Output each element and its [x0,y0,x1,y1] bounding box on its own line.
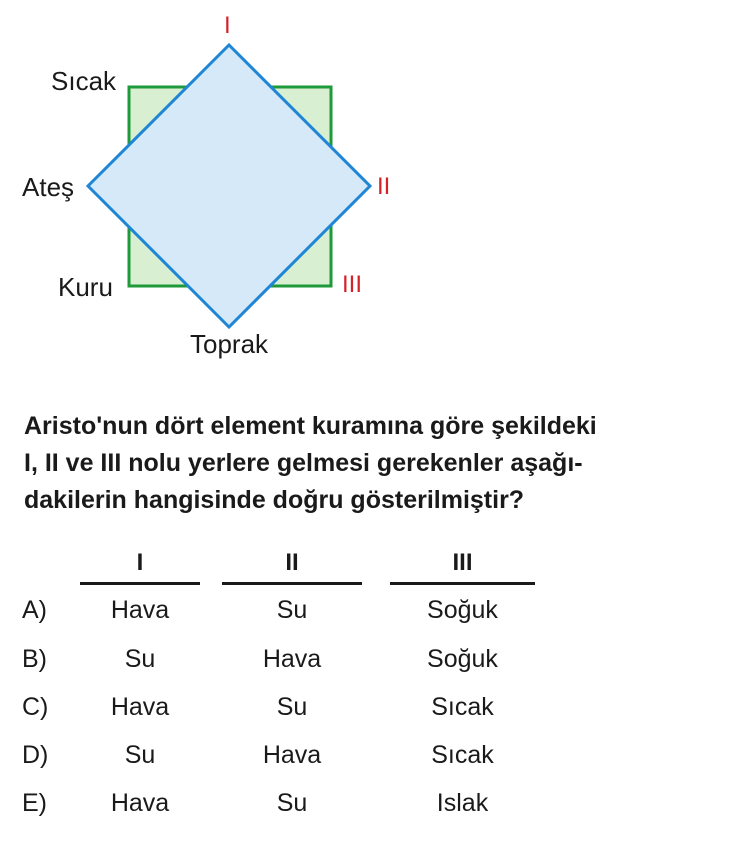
option-a-col-i: Hava [110,596,170,624]
question-text [24,408,714,519]
label-earth: Toprak [190,329,269,359]
option-a-letter[interactable]: A) [22,596,47,624]
option-b-col-i: Su [124,645,156,673]
option-e-col-iii: Islak [436,789,489,817]
option-c-letter[interactable]: C) [22,693,49,721]
option-c-col-ii: Su [276,693,308,721]
option-e-col-ii: Su [276,789,308,817]
column-rule [222,582,362,585]
label-fire: Ateş [22,172,75,202]
option-c-col-iii: Sıcak [431,693,494,721]
option-e-col-i: Hava [110,789,170,817]
option-d-col-iii: Sıcak [431,741,494,769]
roman-label-top: I [224,12,231,39]
roman-label-right: II [377,173,391,200]
option-e-letter[interactable]: E) [22,789,47,817]
column-rule [390,582,535,585]
question-line: Aristo'nun dört element kuramına göre şekildeki [24,412,597,440]
option-c-col-i: Hava [110,693,170,721]
column-rule [80,582,200,585]
label-hot: Sıcak [51,66,117,96]
column-header-ii: II [285,549,299,576]
roman-label-bottom-right: III [342,271,363,298]
label-dry: Kuru [58,272,113,302]
option-d-letter[interactable]: D) [22,741,49,769]
column-header-i: I [136,549,144,576]
question-line: I, II ve III nolu yerlere gelmesi gerekenler aşağı- [24,449,583,477]
option-d-col-i: Su [124,741,156,769]
element-diagram [0,0,733,380]
option-a-col-ii: Su [276,596,308,624]
question-line: dakilerin hangisinde doğru gösterilmiştir? [24,486,525,514]
option-b-col-iii: Soğuk [427,645,498,673]
option-b-letter[interactable]: B) [22,645,47,673]
option-a-col-iii: Soğuk [427,596,498,624]
option-b-col-ii: Hava [262,645,322,673]
option-d-col-ii: Hava [262,741,322,769]
column-header-iii: III [452,549,473,576]
